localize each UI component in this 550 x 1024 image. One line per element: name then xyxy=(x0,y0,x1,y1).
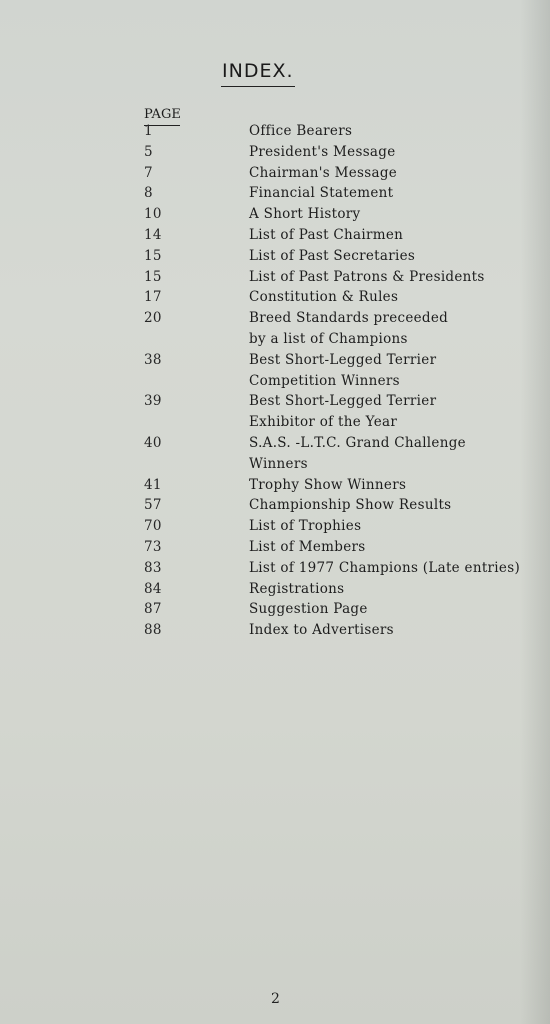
entry-label-line: Registrations xyxy=(249,580,345,597)
index-entry xyxy=(0,267,550,288)
entry-label xyxy=(249,516,361,537)
entry-page-number: 5 xyxy=(144,143,153,160)
entry-page-number: 57 xyxy=(144,497,162,514)
entry-label-line: Best Short-Legged Terrier xyxy=(249,393,437,410)
entry-label-line: List of Trophies xyxy=(249,518,362,535)
index-entry xyxy=(0,308,550,350)
entry-page-number: 73 xyxy=(144,538,162,555)
index-entry xyxy=(0,204,550,225)
index-entry xyxy=(0,121,550,142)
index-entry xyxy=(0,495,550,516)
entry-page-number: 8 xyxy=(144,185,153,202)
entry-label-line: Breed Standards preceeded xyxy=(249,310,449,327)
entry-label-line: President's Message xyxy=(249,143,396,160)
page-column-header: PAGE xyxy=(144,107,181,122)
index-entry xyxy=(0,225,550,246)
entry-page-number: 88 xyxy=(144,622,162,639)
entry-label-line: S.A.S. -L.T.C. Grand Challenge xyxy=(249,434,466,451)
entry-label-line: Best Short-Legged Terrier xyxy=(249,351,437,368)
entry-label xyxy=(249,308,448,350)
entry-page-number: 70 xyxy=(144,518,162,535)
entry-label-line: List of 1977 Champions (Late entries) xyxy=(249,559,521,576)
entry-label xyxy=(249,558,520,579)
entry-label-line: Financial Statement xyxy=(249,185,394,202)
entry-label xyxy=(249,163,397,184)
entry-label-line: List of Past Secretaries xyxy=(249,247,416,264)
index-entry xyxy=(0,516,550,537)
index-entry xyxy=(0,475,550,496)
entry-label xyxy=(249,620,394,641)
index-entry xyxy=(0,142,550,163)
entry-label xyxy=(249,475,406,496)
entry-page-number: 39 xyxy=(144,393,162,410)
index-entry xyxy=(0,350,550,392)
entry-label-line: Exhibitor of the Year xyxy=(249,414,398,431)
entry-label xyxy=(249,246,415,267)
title-underline xyxy=(221,86,295,87)
entry-label xyxy=(249,391,436,433)
entry-label-line: Chairman's Message xyxy=(249,164,398,181)
entry-page-number: 15 xyxy=(144,268,162,285)
entry-label xyxy=(249,350,436,392)
index-entry xyxy=(0,599,550,620)
index-entry xyxy=(0,558,550,579)
entry-page-number: 7 xyxy=(144,164,153,181)
entry-label-line: List of Past Chairmen xyxy=(249,226,404,243)
entry-label-line: Constitution & Rules xyxy=(249,289,399,306)
entry-page-number: 38 xyxy=(144,351,162,368)
entry-page-number: 17 xyxy=(144,289,162,306)
entry-page-number: 15 xyxy=(144,247,162,264)
entry-page-number: 84 xyxy=(144,580,162,597)
entry-label xyxy=(249,142,396,163)
index-entry xyxy=(0,246,550,267)
entry-page-number: 87 xyxy=(144,601,162,618)
index-entry xyxy=(0,620,550,641)
index-title: INDEX. xyxy=(222,60,294,82)
entry-label-line: Winners xyxy=(249,455,308,472)
entry-label-line: List of Past Patrons & Presidents xyxy=(249,268,485,285)
entry-label-line: Office Bearers xyxy=(249,123,353,139)
entry-label xyxy=(249,433,466,475)
entry-label xyxy=(249,495,451,516)
index-entry xyxy=(0,537,550,558)
entry-label-line: Index to Advertisers xyxy=(249,622,394,639)
entry-page-number: 14 xyxy=(144,226,162,243)
index-entry xyxy=(0,183,550,204)
page-number: 2 xyxy=(271,991,280,1007)
entry-label-line: by a list of Champions xyxy=(249,330,408,347)
entry-label xyxy=(249,183,393,204)
index-entry xyxy=(0,163,550,184)
entry-page-number: 40 xyxy=(144,434,162,451)
entry-label xyxy=(249,121,352,142)
entry-label xyxy=(249,204,360,225)
entry-label xyxy=(249,225,403,246)
index-entry xyxy=(0,433,550,475)
entry-label-line: A Short History xyxy=(249,206,361,223)
entry-label-line: Trophy Show Winners xyxy=(249,476,407,493)
entry-label-line: Competition Winners xyxy=(249,372,400,389)
index-entries xyxy=(0,121,550,641)
entry-label-line: Suggestion Page xyxy=(249,601,368,618)
entry-page-number: 10 xyxy=(144,206,162,223)
entry-page-number: 83 xyxy=(144,559,162,576)
entry-label-line: Championship Show Results xyxy=(249,497,452,514)
index-entry xyxy=(0,287,550,308)
index-entry xyxy=(0,391,550,433)
entry-label xyxy=(249,599,368,620)
entry-page-number: 20 xyxy=(144,310,162,327)
index-entry xyxy=(0,579,550,600)
entry-label xyxy=(249,579,344,600)
entry-label xyxy=(249,267,485,288)
entry-label-line: List of Members xyxy=(249,538,366,555)
entry-page-number: 41 xyxy=(144,476,162,493)
entry-page-number: 1 xyxy=(144,123,153,139)
entry-label xyxy=(249,537,365,558)
entry-label xyxy=(249,287,398,308)
